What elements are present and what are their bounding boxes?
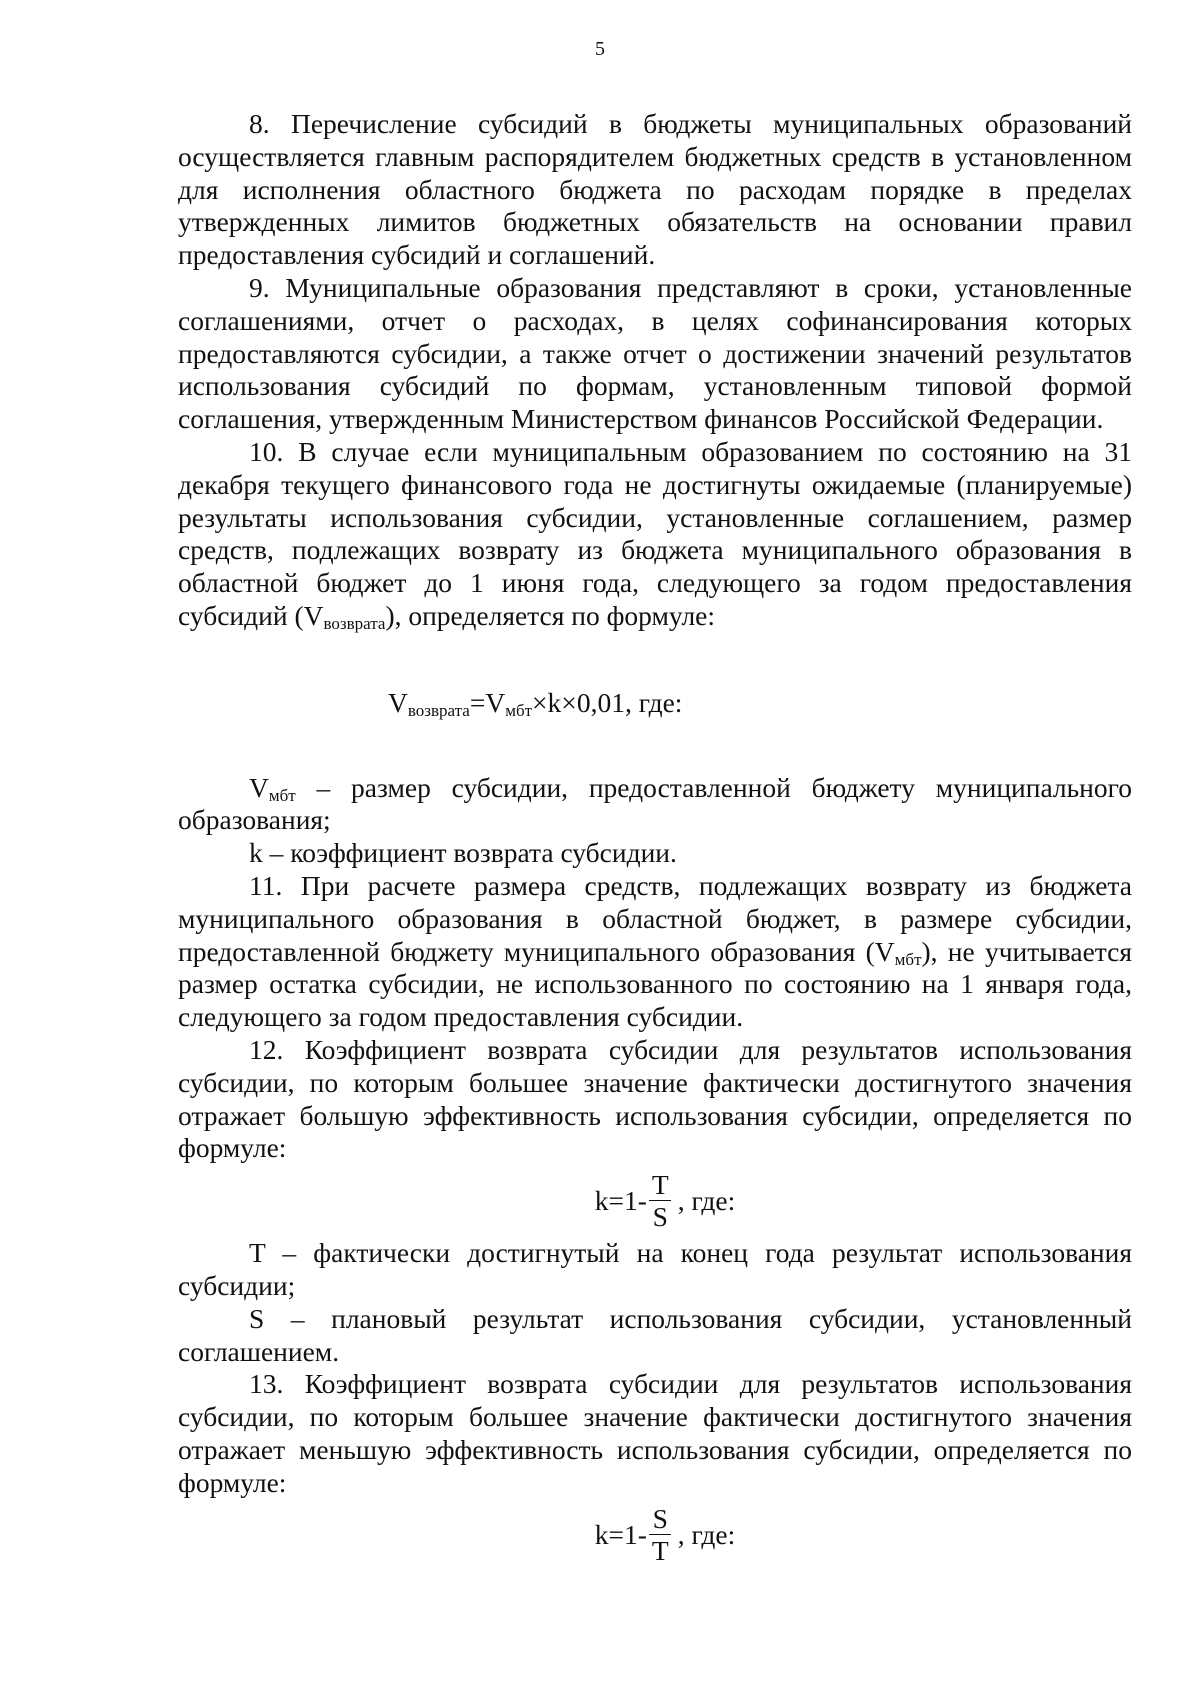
formula-2-suffix: , где:	[677, 1184, 736, 1216]
formula-v: V	[388, 686, 408, 718]
formula-coefficient-1	[198, 1165, 1132, 1237]
formula-3-lhs: k=1-	[594, 1519, 647, 1551]
paragraph-9: 9. Муниципальные образования представляют в сроки, установленные соглашениями, отчет о расходах, в целях софинансирования которых предоставляются субсидии, а также отчет о достижении значений результатов использования субсидий по формам, установленным типовой формой соглашения, утвержденным Министерством финансов Российской Федерации.	[178, 271, 1132, 435]
vmbt-subscript: мбт	[268, 785, 296, 805]
formula-2-denominator: S	[652, 1201, 668, 1233]
v-symbol: V	[303, 599, 324, 631]
formula-3-denominator: T	[651, 1535, 669, 1567]
formula-2-fraction	[649, 1171, 672, 1231]
paragraph-10-text: 10. В случае если муниципальным образованием по состоянию на 31 декабря текущего финансового года не достигнуты ожидаемые (планируемые) результаты использования субсидии, установленные соглашением, размер средств, подлежащих возврату из бюджета муниципального образования в областной бюджет до 1 июня года, следующего за годом предоставления субсидий (	[178, 435, 1132, 631]
formula-3-numerator: S	[652, 1503, 668, 1535]
paragraph-10	[178, 436, 1132, 633]
formula-rest: ×k×0,01, где:	[532, 686, 683, 718]
paragraph-8: 8. Перечисление субсидий в бюджеты муниципальных образований осуществляется главным распорядителем бюджетных средств в установленном для исполнения областного бюджета по расходам порядке в пределах утвержденных лимитов бюджетных обязательств на основании правил предоставления субсидий и соглашений.	[178, 108, 1132, 271]
document-body	[178, 108, 1132, 1571]
vmbt-symbol: V	[249, 771, 269, 803]
paragraph-12: 12. Коэффициент возврата субсидии для результатов использования субсидии, по которым большее значение фактически достигнутого значения отражает большую эффективность использования субсидии, определяется по формуле:	[178, 1033, 1132, 1164]
definition-t: T – фактически достигнутый на конец года результат использования субсидии;	[178, 1237, 1132, 1301]
definition-s: S – плановый результат использования субсидии, установленный соглашением.	[178, 1302, 1132, 1367]
formula-eq: =V	[469, 686, 506, 718]
paragraph-11-text: 11. При расчете размера средств, подлежащих возврату из бюджета муниципального образования в областной бюджет, в размере субсидии, предоставленной бюджету муниципального образования (	[178, 869, 1132, 967]
formula-3-fraction	[649, 1505, 672, 1565]
formula-coefficient-2	[198, 1499, 1132, 1571]
page-number: 5	[595, 38, 605, 60]
paragraph-10-tail: ), определяется по формуле:	[385, 599, 716, 631]
paragraph-13: 13. Коэффициент возврата субсидии для результатов использования субсидии, по которым большее значение фактически достигнутого значения отражает меньшую эффективность использования субсидии, определяется по формуле:	[178, 1368, 1132, 1498]
formula-2-numerator: T	[651, 1169, 669, 1201]
p11-v-subscript: мбт	[894, 949, 922, 969]
p11-v-symbol: V	[874, 935, 895, 967]
definition-vmbt	[178, 772, 1132, 838]
definition-k: k – коэффициент возврата субсидии.	[249, 837, 677, 869]
v-subscript: возврата	[323, 613, 386, 633]
paragraph-11	[178, 870, 1132, 1034]
formula-return-amount	[178, 687, 1132, 720]
formula-2-lhs: k=1-	[594, 1184, 647, 1216]
formula-sub-return: возврата	[407, 700, 470, 720]
formula-3-suffix: , где:	[677, 1519, 736, 1551]
vmbt-definition-text: – размер субсидии, предоставленной бюджету муниципального образования;	[178, 771, 1132, 836]
formula-sub-mbt: мбт	[505, 700, 533, 720]
paragraph-11-tail: ), не учитывается размер остатка субсидии, не использованного по состоянию на 1 января года, следующего за годом предоставления субсидии.	[178, 935, 1132, 1033]
